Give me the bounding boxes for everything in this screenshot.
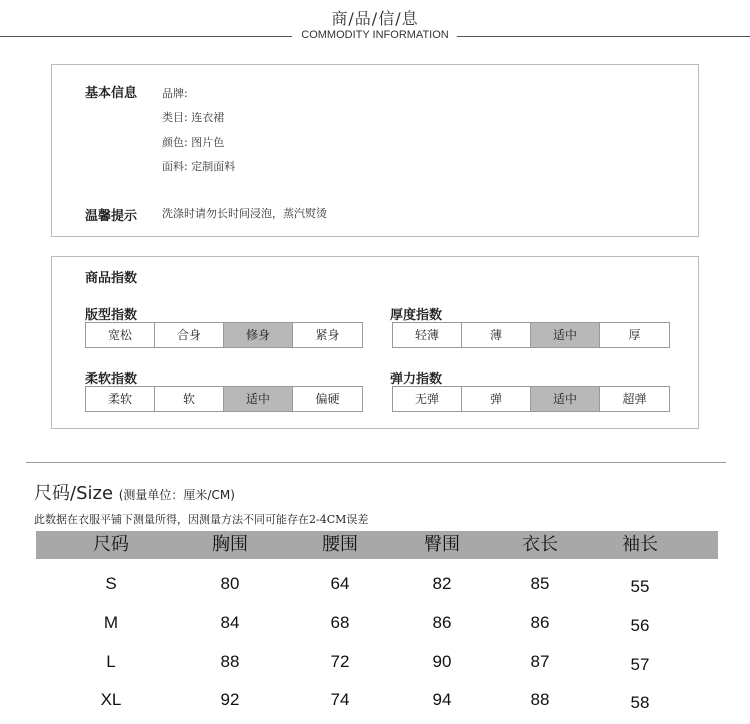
elasticity-option: 无弹	[393, 387, 462, 411]
elasticity-option: 超弹	[600, 387, 669, 411]
page-subtitle-text: COMMODITY INFORMATION	[297, 29, 452, 41]
cell-waist: 74	[330, 690, 350, 709]
size-title-text: 尺码/Size	[34, 483, 114, 504]
fit-option-selected: 修身	[224, 323, 293, 347]
product-index-title: 商品指数	[85, 271, 138, 286]
cell-size: S	[105, 574, 117, 593]
elasticity-index-title: 弹力指数	[390, 372, 443, 387]
softness-index-scale	[85, 386, 363, 412]
size-note: 此数据在衣服平铺下测量所得，因测量方法不同可能存在2-4CM误差	[34, 513, 369, 526]
cell-chest: 92	[220, 690, 240, 709]
cell-chest: 84	[220, 613, 240, 632]
cell-sleeve: 58	[630, 693, 650, 712]
cell-sleeve: 57	[630, 655, 650, 674]
cell-hip: 86	[432, 613, 452, 632]
thickness-index-title: 厚度指数	[390, 308, 443, 323]
size-table-header	[36, 531, 718, 559]
cell-length: 85	[530, 574, 550, 593]
cell-length: 87	[530, 652, 550, 671]
fit-option: 紧身	[293, 323, 362, 347]
cell-chest: 80	[220, 574, 240, 593]
thickness-option: 轻薄	[393, 323, 462, 347]
softness-option: 柔软	[86, 387, 155, 411]
softness-index-title: 柔软指数	[85, 372, 138, 387]
elasticity-index-scale	[392, 386, 670, 412]
tip-text: 洗涤时请勿长时间浸泡，蒸汽熨烫	[162, 207, 327, 220]
fit-option: 合身	[155, 323, 224, 347]
cell-length: 88	[530, 690, 550, 709]
thickness-option-selected: 适中	[531, 323, 600, 347]
fit-index-title: 版型指数	[85, 308, 138, 323]
cell-chest: 88	[220, 652, 240, 671]
fit-index-scale	[85, 322, 363, 348]
cell-size: L	[106, 652, 116, 671]
col-header-size: 尺码	[93, 534, 129, 555]
cell-size: XL	[100, 690, 122, 709]
col-header-hip: 臀围	[424, 534, 460, 555]
thickness-option: 厚	[600, 323, 669, 347]
elasticity-option: 弹	[462, 387, 531, 411]
col-header-waist: 腰围	[322, 534, 358, 555]
cell-waist: 68	[330, 613, 350, 632]
tip-label: 温馨提示	[85, 209, 138, 224]
cell-waist: 72	[330, 652, 350, 671]
cell-size: M	[103, 613, 119, 632]
col-header-sleeve: 袖长	[622, 534, 658, 555]
cell-sleeve: 55	[630, 577, 650, 596]
softness-option-selected: 适中	[224, 387, 293, 411]
thickness-index-scale	[392, 322, 670, 348]
product-index-panel	[51, 256, 699, 429]
basic-info-panel	[51, 64, 699, 237]
size-title	[34, 479, 235, 505]
thickness-option: 薄	[462, 323, 531, 347]
cell-hip: 90	[432, 652, 452, 671]
cell-length: 86	[530, 613, 550, 632]
softness-option: 偏硬	[293, 387, 362, 411]
cell-waist: 64	[330, 574, 350, 593]
cell-hip: 94	[432, 690, 452, 709]
size-unit: (测量单位：厘米/CM)	[118, 488, 235, 502]
col-header-length: 衣长	[522, 534, 558, 555]
info-brand: 品牌:	[162, 87, 188, 100]
info-category: 类目: 连衣裙	[162, 111, 225, 124]
basic-info-label: 基本信息	[85, 86, 138, 101]
cell-hip: 82	[432, 574, 452, 593]
page-title: 商/品/信/息	[331, 9, 419, 28]
info-color: 颜色: 图片色	[162, 136, 225, 149]
info-fabric: 面料: 定制面料	[162, 160, 236, 173]
col-header-chest: 胸围	[212, 534, 248, 555]
softness-option: 软	[155, 387, 224, 411]
fit-option: 宽松	[86, 323, 155, 347]
cell-sleeve: 56	[630, 616, 650, 635]
page-subtitle	[0, 29, 750, 41]
section-divider	[26, 462, 726, 463]
elasticity-option-selected: 适中	[531, 387, 600, 411]
